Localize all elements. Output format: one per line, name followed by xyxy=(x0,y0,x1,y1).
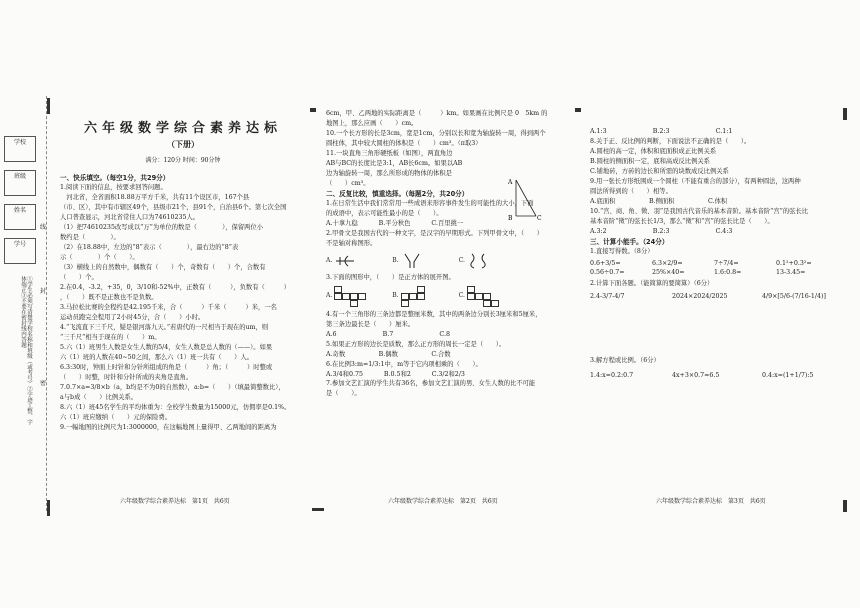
options-row xyxy=(326,331,576,340)
oral-calc-grid xyxy=(590,260,845,277)
option-b[interactable]: B.平分秋色 xyxy=(378,220,411,228)
class-label: 班级 xyxy=(13,173,26,180)
equation-item: 4x+3×0.7=6.5 xyxy=(672,371,720,379)
question-line: 7.0.7×a=3/8×b（a，b均是不为0的自然数），a:b=（ ）（填最简整数比）， xyxy=(60,383,285,391)
option-c[interactable]: C.8 xyxy=(439,330,450,338)
section-heading: 一、快乐填空。（每空1分，共29分） xyxy=(60,174,170,182)
section-heading: 二、反复比较，慎重选择。（每题2分，共20分） xyxy=(326,190,469,199)
question-text: 3.下面的图形中，（ ）是正方体的展开图。 xyxy=(326,274,455,281)
question-line: 9.一幅地图的比例尺为1:3000000，在这幅地图上量得甲、乙两地间的距离为 xyxy=(60,423,277,431)
option-c[interactable]: C.4:3 xyxy=(715,227,733,235)
option-c[interactable]: C.1:1 xyxy=(715,128,733,135)
oracle-glyph-icon xyxy=(401,252,423,270)
question-text: 圆法所得到的（ ）相等。 xyxy=(590,187,672,195)
page2-footer: 六年级数学综合素养达标 第2页 共6页 xyxy=(388,498,498,505)
question-line: C.铺地砖，方砖的边长和所需的块数成反比例关系 xyxy=(590,167,729,175)
calc-item: 7÷7/4= xyxy=(714,260,739,268)
options-row xyxy=(590,198,845,207)
page-subtitle: （下册） xyxy=(167,139,199,149)
question-line: 6.3:30时，钟面上时针和分针所组成的角是（ ）角；（ ）时整或 xyxy=(60,363,273,371)
question-text: 的成语中，表示可能性最小的是（ ）。 xyxy=(326,210,443,218)
question-list xyxy=(60,184,315,432)
question-line: A.圆柱的高一定，体积和底面积成正比例关系 xyxy=(590,147,717,155)
option-c[interactable]: C.合数 xyxy=(431,350,451,358)
registration-mark xyxy=(312,508,324,511)
question-text: 5.如果正方形的边长是质数，那么正方形的周长一定是（ ）。 xyxy=(326,340,506,348)
option-a[interactable]: A.3/4和0.75 xyxy=(326,370,364,378)
option-a[interactable]: A.6 xyxy=(326,330,337,338)
question-text: 不是轴对称图形。 xyxy=(326,240,377,248)
option-b[interactable]: B.7 xyxy=(382,330,394,338)
option-c[interactable]: C.百里挑一 xyxy=(431,220,464,228)
exam-meta: 满分：120分 时间：90分钟 xyxy=(145,157,221,164)
question-line: （3）横线上的自然数中，偶数有（ ）个，奇数有（ ）个，合数有 xyxy=(60,263,266,271)
question-text: 4.有一个三角形的三条边都是整厘米数，其中的两条边分别长3厘米和5厘米， xyxy=(326,310,542,318)
binding-strip xyxy=(4,96,47,506)
question-line: 2.在0.4，-3.2，+35，0，3/10和-52%中，正数有（ ），负数有（ ） xyxy=(60,283,290,291)
question-line: “三千尺”相当于现在的（ ）m。 xyxy=(60,333,161,341)
question-line: （ ）个。 xyxy=(60,273,98,281)
question-line: 10.一个长方形的长是3cm，宽是1cm，分别以长和宽为轴旋转一周，得到两个 xyxy=(326,129,546,137)
oracle-glyph-icon xyxy=(467,252,489,270)
option-c[interactable]: C. xyxy=(459,252,489,270)
question-line: ，（ ）既不是正数也不是负数。 xyxy=(60,293,158,301)
registration-mark xyxy=(843,108,847,120)
option-b[interactable]: B.2:3 xyxy=(652,227,670,235)
option-c[interactable]: C.体积 xyxy=(707,197,728,205)
option-a[interactable]: A. xyxy=(326,252,356,270)
option-a[interactable]: A.奇数 xyxy=(326,350,346,358)
school-field[interactable] xyxy=(4,136,36,162)
registration-mark xyxy=(843,500,847,512)
question-line: a与b成（ ）比例关系。 xyxy=(60,393,138,401)
calc-item: 13-3.45= xyxy=(776,268,806,276)
option-c[interactable]: C.3/2和2/3 xyxy=(431,370,465,378)
calc-item: 6.3×2/9= xyxy=(652,260,683,268)
oracle-glyph-icon xyxy=(334,253,356,269)
question-text: 1.在日常生活中我们常常用一些成语来形容事件发生的可能性的大小，下面 xyxy=(326,200,534,208)
question-line: 5.六（1）班男生人数是女生人数的5/4，女生人数是总人数的（——）。如果 xyxy=(60,343,273,351)
question-list xyxy=(590,138,845,177)
question-line: （ ）cm³。 xyxy=(326,179,370,187)
net-options xyxy=(326,286,576,307)
school-label: 学校 xyxy=(13,139,26,146)
id-field[interactable] xyxy=(4,238,36,264)
options-row xyxy=(326,371,576,380)
page3-body xyxy=(590,128,845,387)
calc-item: 1.6:0.8= xyxy=(714,268,742,276)
question-line: 边为轴旋转一周，那么所形成的物体的体积是 xyxy=(326,169,452,177)
question-text: 9.用一张长方形纸围成一个圆柱（不能有重合的部分），有两种圆法，这两种 xyxy=(590,177,801,185)
question-line: 数约是（ ）。 xyxy=(60,233,120,241)
option-b[interactable]: B.2:3 xyxy=(652,128,670,135)
question-line: 8.关于正、反比例的判断，下面说法不正确的是（ ）。 xyxy=(590,137,751,145)
page2-body xyxy=(326,110,576,400)
question-text: 2.甲骨文是我国古代的一种文字，是汉字的早期形式。下列甲骨文中，（ ） xyxy=(326,230,543,238)
seal-line xyxy=(46,96,47,511)
question-line: 圆柱体，其中较大圆柱的体积是（ ）cm³。（π取3） xyxy=(326,139,482,147)
calc-item: 0.6+3/5= xyxy=(590,260,621,268)
vertex-c-label: C xyxy=(537,215,542,222)
calc-row xyxy=(590,293,845,302)
sub-heading: 1.直接写得数。（8分） xyxy=(590,248,654,256)
page1-footer: 六年级数学综合素养达标 第1页 共6页 xyxy=(120,498,230,505)
notice-text: ①学生必须写清楚学校名称和班级（或考号）②字迹工整、字体端正③不要在密封线内答题 xyxy=(20,276,32,425)
question-line: （2）在18.88中，左边的“8”表示（ ），最右边的“8”表 xyxy=(60,243,239,251)
option-a[interactable]: A.十拿九稳 xyxy=(326,220,358,228)
question-line: 河北省，全省面积18.88万平方千米，共有11个设区市，167个县 xyxy=(60,193,250,201)
page-title: 六年级数学综合素养达标 xyxy=(83,121,282,136)
secret-mark: 密 xyxy=(40,380,47,387)
right-triangle-figure xyxy=(506,176,546,222)
vertex-b-label: B xyxy=(508,215,513,222)
seal-line-mark: 线 xyxy=(40,224,47,231)
cube-net-icon xyxy=(334,286,366,307)
calc-item: 0.56÷0.7= xyxy=(590,268,625,276)
option-b[interactable]: B.0.5和2 xyxy=(383,370,411,378)
question-text: 第三条边最长是（ ）厘米。 xyxy=(326,320,415,328)
question-line: 3.马拉松比赛的全程约是42.195千米，合（ ）千米（ ）米，一名 xyxy=(60,303,277,311)
calc-item: 2.4-3/7-4/7 xyxy=(590,292,625,300)
question-line: 4.“飞流直下三千尺，疑是银河落九天。”若唐代的一尺相当于现在的um，则 xyxy=(60,323,269,331)
question-text: 是（ ）。 xyxy=(326,390,361,398)
equation-item: 0.4:x=(1+1/7):5 xyxy=(762,371,814,379)
sub-heading: 2.计算下面各题。（能简算的要简算）（6分） xyxy=(590,280,714,288)
name-label: 姓名 xyxy=(13,207,26,214)
section-heading: 三、计算小能手。（24分） xyxy=(590,238,669,247)
option-b[interactable]: B.偶数 xyxy=(378,350,398,358)
vertex-a-label: A xyxy=(508,179,513,186)
option-b[interactable]: B. xyxy=(392,286,432,307)
question-line: 1.阅读下面的信息，按要求回答问题。 xyxy=(60,183,167,191)
question-line: 六（1）班应缴纳（ ）元的保险费。 xyxy=(60,413,172,421)
question-line: 六（1）班的人数在40~50之间，那么六（1）班一共有（ ）人。 xyxy=(60,353,254,361)
question-line: 示（ ）个（ ）。 xyxy=(60,253,139,261)
question-line: 人口普查显示，河北省常住人口为74610235人。 xyxy=(60,213,200,221)
option-a[interactable]: A.1:3 xyxy=(590,128,607,135)
question-line: （1）把74610235改写成以“万”为单位的数是（ ），保留两位小 xyxy=(60,223,264,231)
oracle-options xyxy=(326,252,576,270)
calc-item: 2024×2024/2025 xyxy=(672,292,728,300)
page1-body xyxy=(60,172,315,434)
sub-heading: 3.解方程或比例。（6分） xyxy=(590,357,660,365)
name-field[interactable] xyxy=(4,204,36,230)
question-line: （市、区），其中有市辖区49个，县级市21个，县91个，自治县6个。第七次全国 xyxy=(60,203,287,211)
question-line: 8.六（1）班45名学生的平均体重为：全校学生数量为15000元，仿佣率是0.1%。 xyxy=(60,403,291,411)
question-line: 运动员跑完全程用了2小时45分，合（ ）小时。 xyxy=(60,313,205,321)
option-b[interactable]: B. xyxy=(392,252,422,270)
options-row xyxy=(326,351,576,360)
option-b[interactable]: B.侧面积 xyxy=(648,197,675,205)
calc-item: 25%×40= xyxy=(652,268,685,276)
id-label: 学号 xyxy=(13,241,26,248)
question-line: 11.一块直角三角形硬纸板（如图），两直角边 xyxy=(326,149,453,157)
question-text: 基本音阶“徵”的弦长长1/3，那么“徵”和“宫”的弦长比是（ ）。 xyxy=(590,217,774,225)
question-line: AB与BC的长度比是3:1，AB长6cm。如果以AB xyxy=(326,159,463,167)
page3-footer: 六年级数学综合素养达标 第3页 共6页 xyxy=(656,498,766,505)
option-a[interactable]: A. xyxy=(326,286,366,307)
class-field[interactable] xyxy=(4,170,36,196)
options-row xyxy=(590,228,845,237)
equation-row xyxy=(590,372,845,381)
question-line: B.圆柱的侧面积一定，底和高成反比例关系 xyxy=(590,157,710,165)
options-row xyxy=(590,128,845,137)
registration-mark xyxy=(47,98,50,114)
cube-net-icon xyxy=(467,286,499,307)
registration-mark xyxy=(310,108,316,112)
question-line: 地图上，那么应画（ ）cm。 xyxy=(326,119,418,127)
calc-item: 0.1²+0.3²= xyxy=(776,260,812,268)
option-c[interactable]: C. xyxy=(459,286,499,307)
equation-item: 1.4:x=0.2:0.7 xyxy=(590,371,634,379)
question-text: 6.在比例3:m=1/3:1中，m等于它内项相乘的（ ）。 xyxy=(326,360,482,368)
cube-net-icon xyxy=(401,286,433,307)
option-a[interactable]: A.底面积 xyxy=(590,197,616,205)
question-line: （ ）时整，时针和分针所成的夹角是直角。 xyxy=(60,373,193,381)
seal-mark: 封 xyxy=(40,288,47,295)
question-line: 6cm，甲、乙两地的实际距离是（ ）km。如果画在比例尺是 0 5km 的 xyxy=(326,110,548,117)
question-text: 10.“宫、商、角、徵、羽”是我国古代音乐的基本音阶。基本音阶“宫”的弦长比 xyxy=(590,207,809,215)
option-a[interactable]: A.3:2 xyxy=(590,227,607,235)
question-text: 7.参加文艺汇演的学生共有36名，参加文艺汇演的男、女生人数的比不可能 xyxy=(326,380,536,388)
calc-item: 4/9×[5/6-(7/16-1/4)] xyxy=(762,292,826,300)
registration-mark xyxy=(47,500,50,516)
